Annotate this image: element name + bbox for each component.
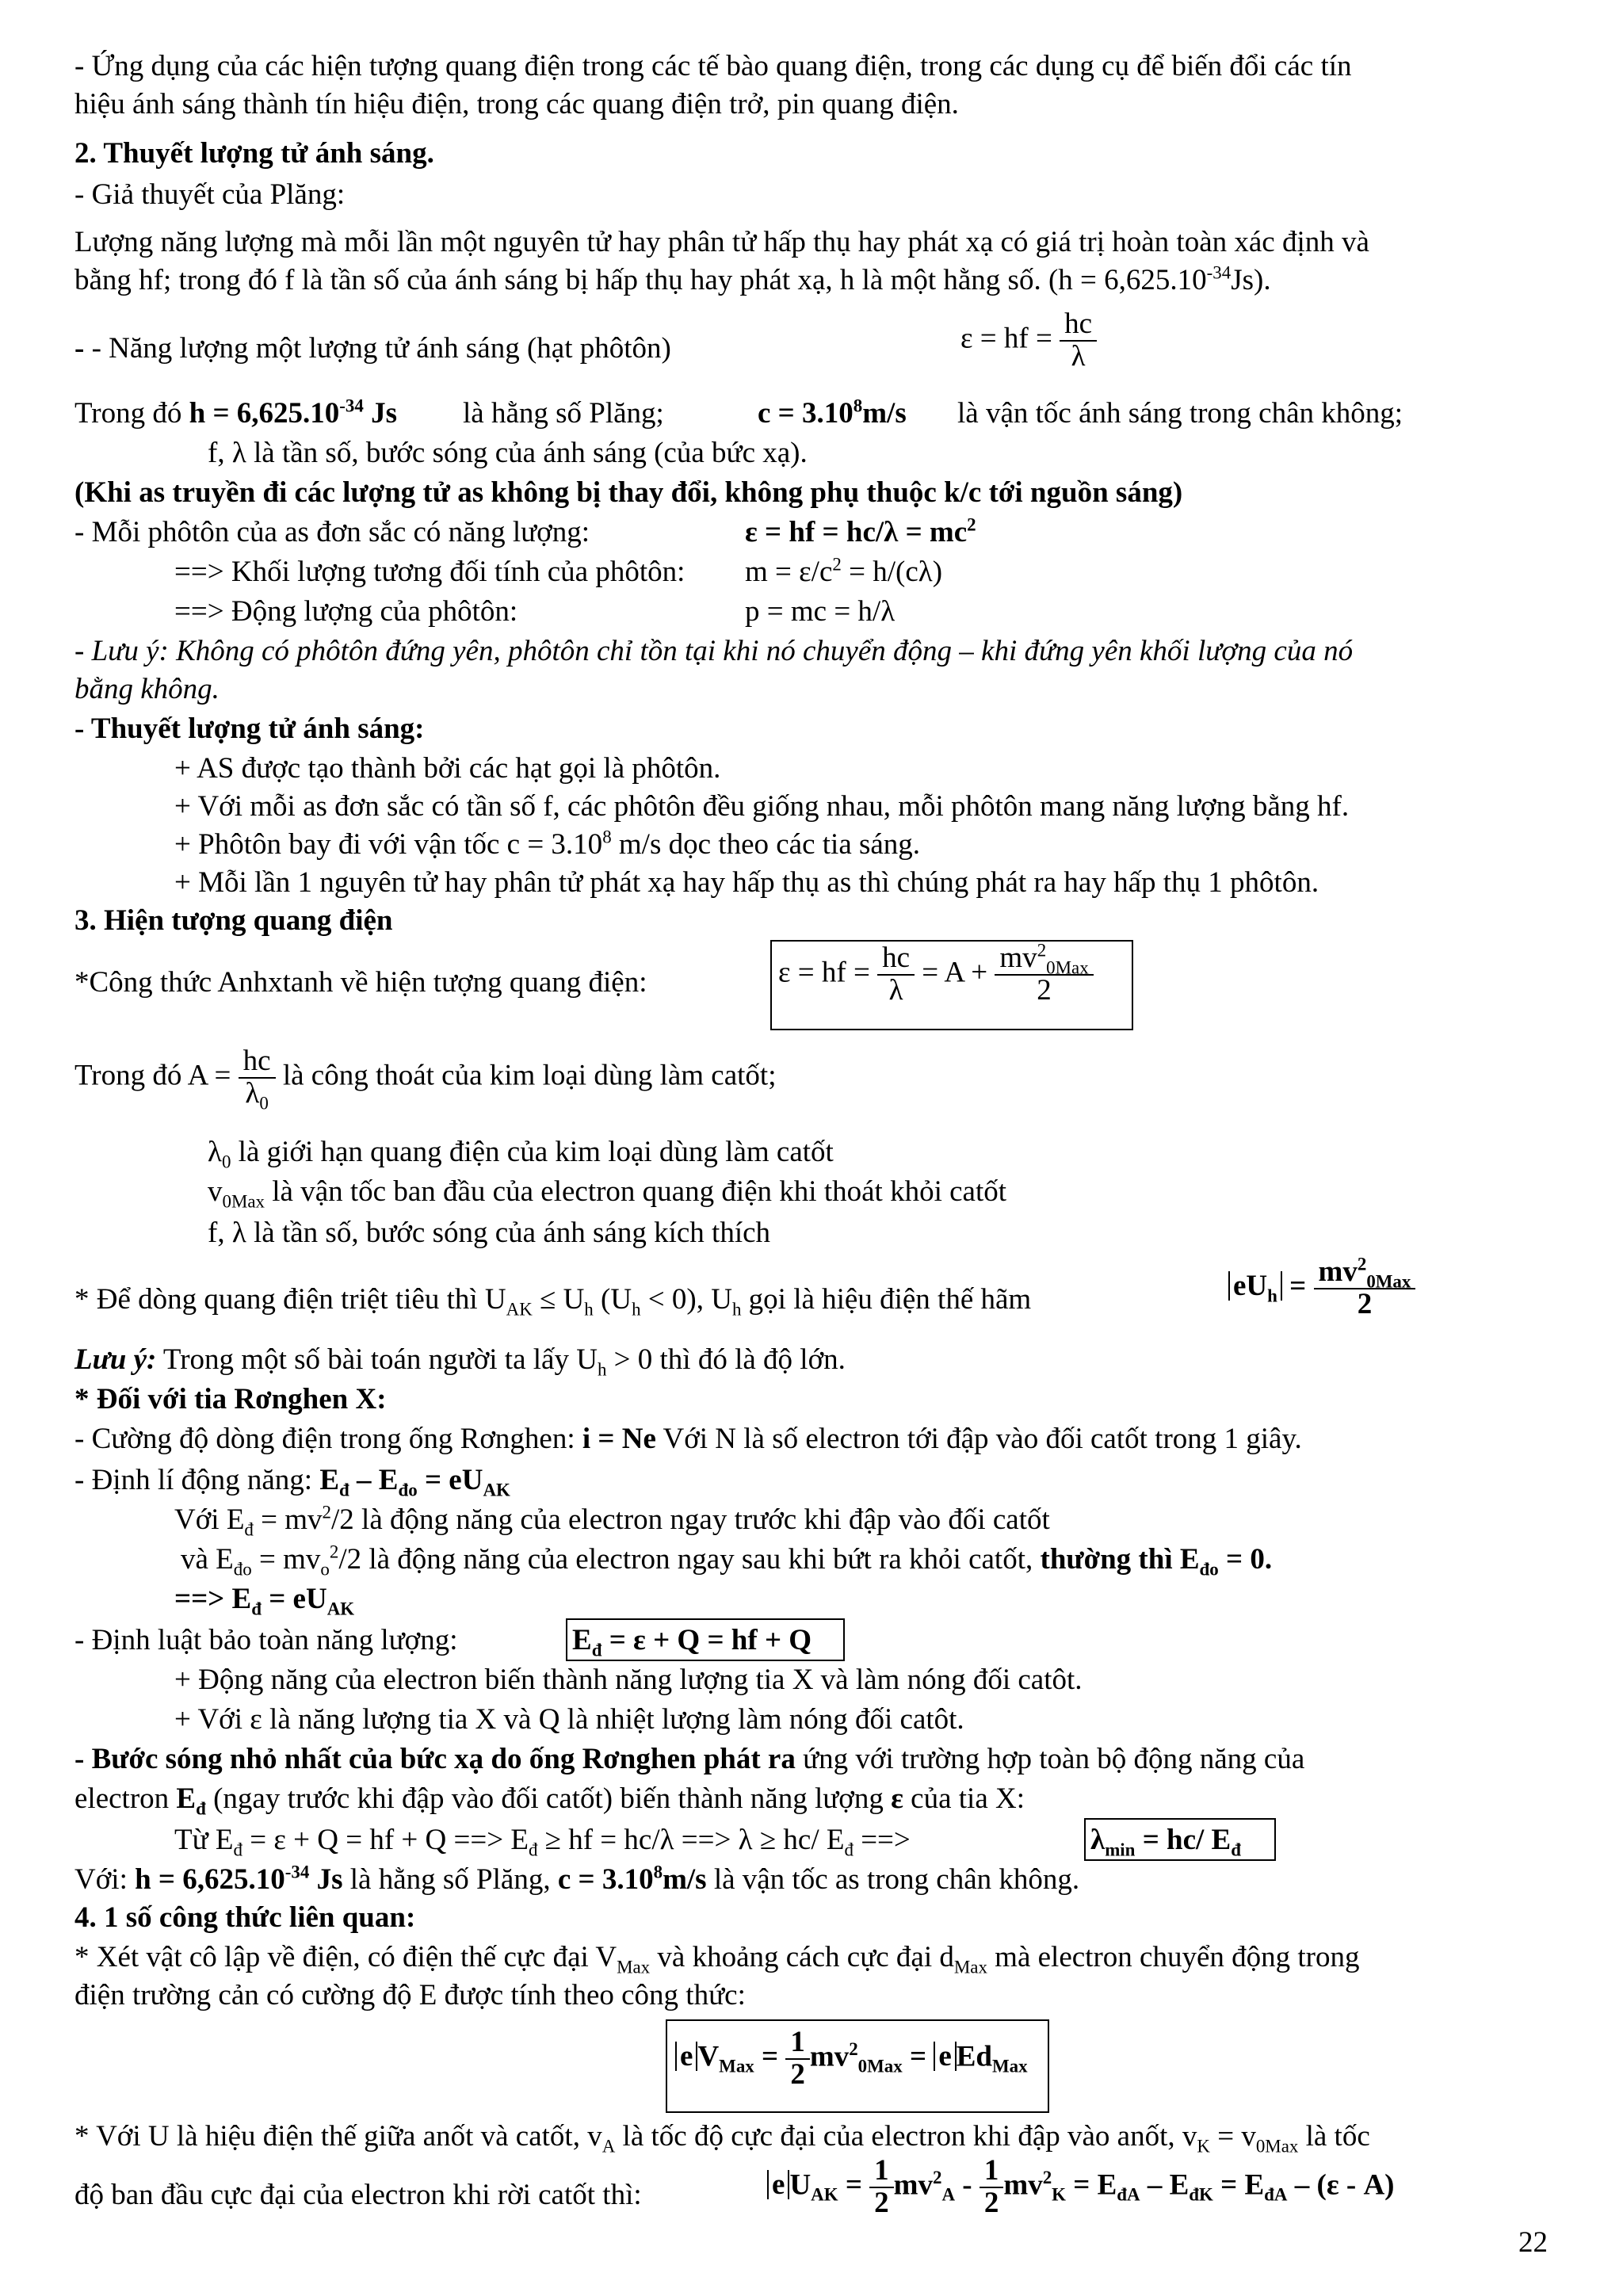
stopping-voltage-formula: $eU_h$ = $\frac{mv^2_{0Max}}{2}$ (1228, 1257, 1415, 1320)
quantum-theory-heading: - Thuyết lượng tử ánh sáng: (74, 712, 425, 745)
energy-conservation-eq: $E_đ = \varepsilon + Q$ = hf + Q (572, 1624, 812, 1660)
isolated-body-line-2: điện trường cản có cường độ E được tính theo công thức: (74, 1979, 746, 2011)
theory-item-3: + Phôtôn bay đi với vận tốc $c = 3.10^8$ m/s dọc theo các tia sáng. (174, 827, 921, 861)
kinetic-theorem: - Định lí động năng: $E_đ - E_{đo} = eU_{AK}$ (74, 1464, 510, 1500)
isolated-body-line-1: * Xét vật cô lập về điện, có điện thế cực đại $V_{Max}$ và khoảng cách cực đại $d_{Max}$ mà electron chuyển động trong (74, 1941, 1360, 1977)
kinetic-energy-after: và $E_{đo} = mv_o^2/2$ là động năng của electron ngay sau khi bứt ra khỏi catốt, thường thì $E_{đo} = 0$. (181, 1541, 1273, 1580)
photon-momentum-eq: p = mc = h/λ (745, 595, 896, 628)
work-function-formula: Trong đó A = $\frac{hc}{\lambda_0}$ là công thoát của kim loại dùng làm catốt; (74, 1045, 777, 1114)
planck-const-desc: là hằng số Plăng; (463, 397, 664, 430)
photon-mass-eq: $m = \varepsilon/c^2 = h/(c\lambda)$ (745, 554, 943, 588)
excitation-light-desc: f, λ là tần số, bước sóng của ánh sáng kích thích (208, 1217, 771, 1249)
page-number: 22 (1518, 2226, 1548, 2259)
min-wavelength-line-1: - Bước sóng nhỏ nhất của bức xạ do ống Rơnghen phát ra ứng với trường hợp toàn bộ động năng của (74, 1743, 1305, 1775)
section-2-heading: 2. Thuyết lượng tử ánh sáng. (74, 137, 434, 170)
kinetic-result: ==> $E_đ = eU_{AK}$ (174, 1583, 355, 1619)
min-wavelength-derivation: Từ $E_đ = \varepsilon + Q$ = hf + Q ==> $E_đ$ ≥ hf = hc/λ ==> λ ≥ hc/ $E_đ$ ==> (174, 1824, 911, 1860)
propagation-note: (Khi as truyền đi các lượng tử as không bị thay đổi, không phụ thuộc k/c tới nguồn sáng) (74, 476, 1183, 509)
planck-text-1: Lượng năng lượng mà mỗi lần một nguyên tử hay phân tử hấp thụ hay phát xạ có giá trị hoàn toàn xác định và (74, 226, 1369, 258)
xray-energy-desc: + Với ε là năng lượng tia X và Q là nhiệt lượng làm nóng đối catôt. (174, 1703, 964, 1736)
light-speed-desc: là vận tốc ánh sáng trong chân không; (957, 397, 1403, 430)
planck-text-2: bằng hf; trong đó f là tần số của ánh sáng bị hấp thụ hay phát xạ, h là một hằng số. $(h = 6,625.10^{-34}Js)$. (74, 262, 1271, 296)
einstein-label: *Công thức Anhxtanh về hiện tượng quang điện: (74, 966, 647, 999)
xray-current: - Cường độ dòng điện trong ống Rơnghen: i = Ne Với N là số electron tới đập vào đối catốt trong 1 giây. (74, 1423, 1302, 1455)
stopping-note: Lưu ý: Trong một số bài toán người ta lấy $U_h > 0$ thì đó là độ lớn. (74, 1343, 846, 1380)
freq-wavelength-desc: f, λ là tần số, bước sóng của ánh sáng (của bức xạ). (208, 437, 808, 469)
threshold-wavelength-desc: $\lambda_0$ là giới hạn quang điện của kim loại dùng làm catốt (208, 1136, 834, 1172)
section-3-heading: 3. Hiện tượng quang điện (74, 904, 393, 937)
anode-cathode-line-2: độ ban đầu cực đại của electron khi rời catốt thì: (74, 2179, 642, 2211)
theory-item-1: + AS được tạo thành bởi các hạt gọi là phôtôn. (174, 752, 721, 785)
einstein-formula: ε = hf = $\frac{hc}{\lambda}$ = A + $\frac{mv^2_{0Max}}{2}$ (778, 943, 1094, 1007)
stopping-voltage-text: * Để dòng quang điện triệt tiêu thì $U_{AK} \le U_h$ $(U_h < 0)$, $U_h$ gọi là hiệu điện thế hãm (74, 1283, 1032, 1320)
light-speed-const: $c = 3.10^8m/s$ (758, 395, 907, 430)
isolated-body-formula: e $V_{Max}$ = $\frac{1}{2}$ $mv^2_{0Max} = e$ $Ed_{Max}$ (675, 2027, 1028, 2091)
constants-line: Trong đó $h = 6,625.10^{-34}$ Js (74, 395, 398, 430)
photon-energy-label: - - Năng lượng một lượng tử ánh sáng (hạt phôtôn) (74, 332, 671, 365)
caution-line-2: bằng không. (74, 673, 220, 705)
planck-hypothesis-label: - Giả thuyết của Plăng: (74, 178, 346, 211)
constants-reminder: Với: $h = 6,625.10^{-34}$ Js là hằng số Plăng, $c = 3.10^8m/s$ là vận tốc as trong chân không. (74, 1862, 1080, 1896)
xray-heading: * Đối với tia Rơnghen X: (74, 1383, 387, 1415)
anode-cathode-formula: e $U_{AK}$ = $\frac{1}{2}$ $mv^2_A$ - $\frac{1}{2}$ $mv^2_K = E_{đA} - E_{đK} = E_{đA} - (\varepsilon - A)$ (767, 2156, 1395, 2219)
min-wavelength-eq: $\lambda_{min} = hc/$ $E_đ$ (1090, 1824, 1241, 1860)
anode-cathode-line-1: * Với U là hiệu điện thế giữa anốt và catốt, $v_A$ là tốc độ cực đại của electron khi đập vào anốt, $v_K = v_{0Max}$ là tốc (74, 2120, 1370, 2157)
kinetic-energy-before: Với $E_đ = mv^2/2$ là động năng của electron ngay trước khi đập vào đối catốt (174, 1502, 1050, 1540)
photon-energy-eq-label: - Mỗi phôtôn của as đơn sắc có năng lượng: (74, 516, 590, 548)
theory-item-4: + Mỗi lần 1 nguyên tử hay phân tử phát xạ hay hấp thụ as thì chúng phát ra hay hấp thụ 1 phôtôn. (174, 866, 1319, 899)
caution-line-1: - Lưu ý: Không có phôtôn đứng yên, phôtôn chỉ tồn tại khi nó chuyển động – khi đứng yên khối lượng của nó (74, 635, 1354, 667)
section-4-heading: 4. 1 số công thức liên quan: (74, 1901, 416, 1934)
theory-item-2: + Với mỗi as đơn sắc có tần số f, các phôtôn đều giống nhau, mỗi phôtôn mang năng lượng bằng hf. (174, 790, 1350, 823)
energy-conservation-label: - Định luật bảo toàn năng lượng: (74, 1624, 458, 1656)
photon-mass-label: ==> Khối lượng tương đối tính của phôtôn: (174, 556, 685, 588)
photon-momentum-label: ==> Động lượng của phôtôn: (174, 595, 518, 628)
intro-line-2: hiệu ánh sáng thành tín hiệu điện, trong các quang điện trở, pin quang điện. (74, 88, 959, 120)
min-wavelength-line-2: electron $E_đ$ (ngay trước khi đập vào đối catốt) biến thành năng lượng ε của tia X: (74, 1782, 1025, 1819)
photon-energy-formula: ε = hf = $\frac{hc}{\lambda}$ (960, 309, 1097, 372)
initial-velocity-desc: $v_{0Max}$ là vận tốc ban đầu của electron quang điện khi thoát khỏi catốt (208, 1175, 1006, 1212)
intro-line-1: - Ứng dụng của các hiện tượng quang điện trong các tế bào quang điện, trong các dụng cụ để biến đổi các tín (74, 50, 1352, 82)
xray-conversion-desc: + Động năng của electron biến thành năng lượng tia X và làm nóng đối catôt. (174, 1664, 1083, 1696)
photon-energy-eq: ε = hf = $hc/\lambda = mc^2$ (745, 514, 976, 548)
